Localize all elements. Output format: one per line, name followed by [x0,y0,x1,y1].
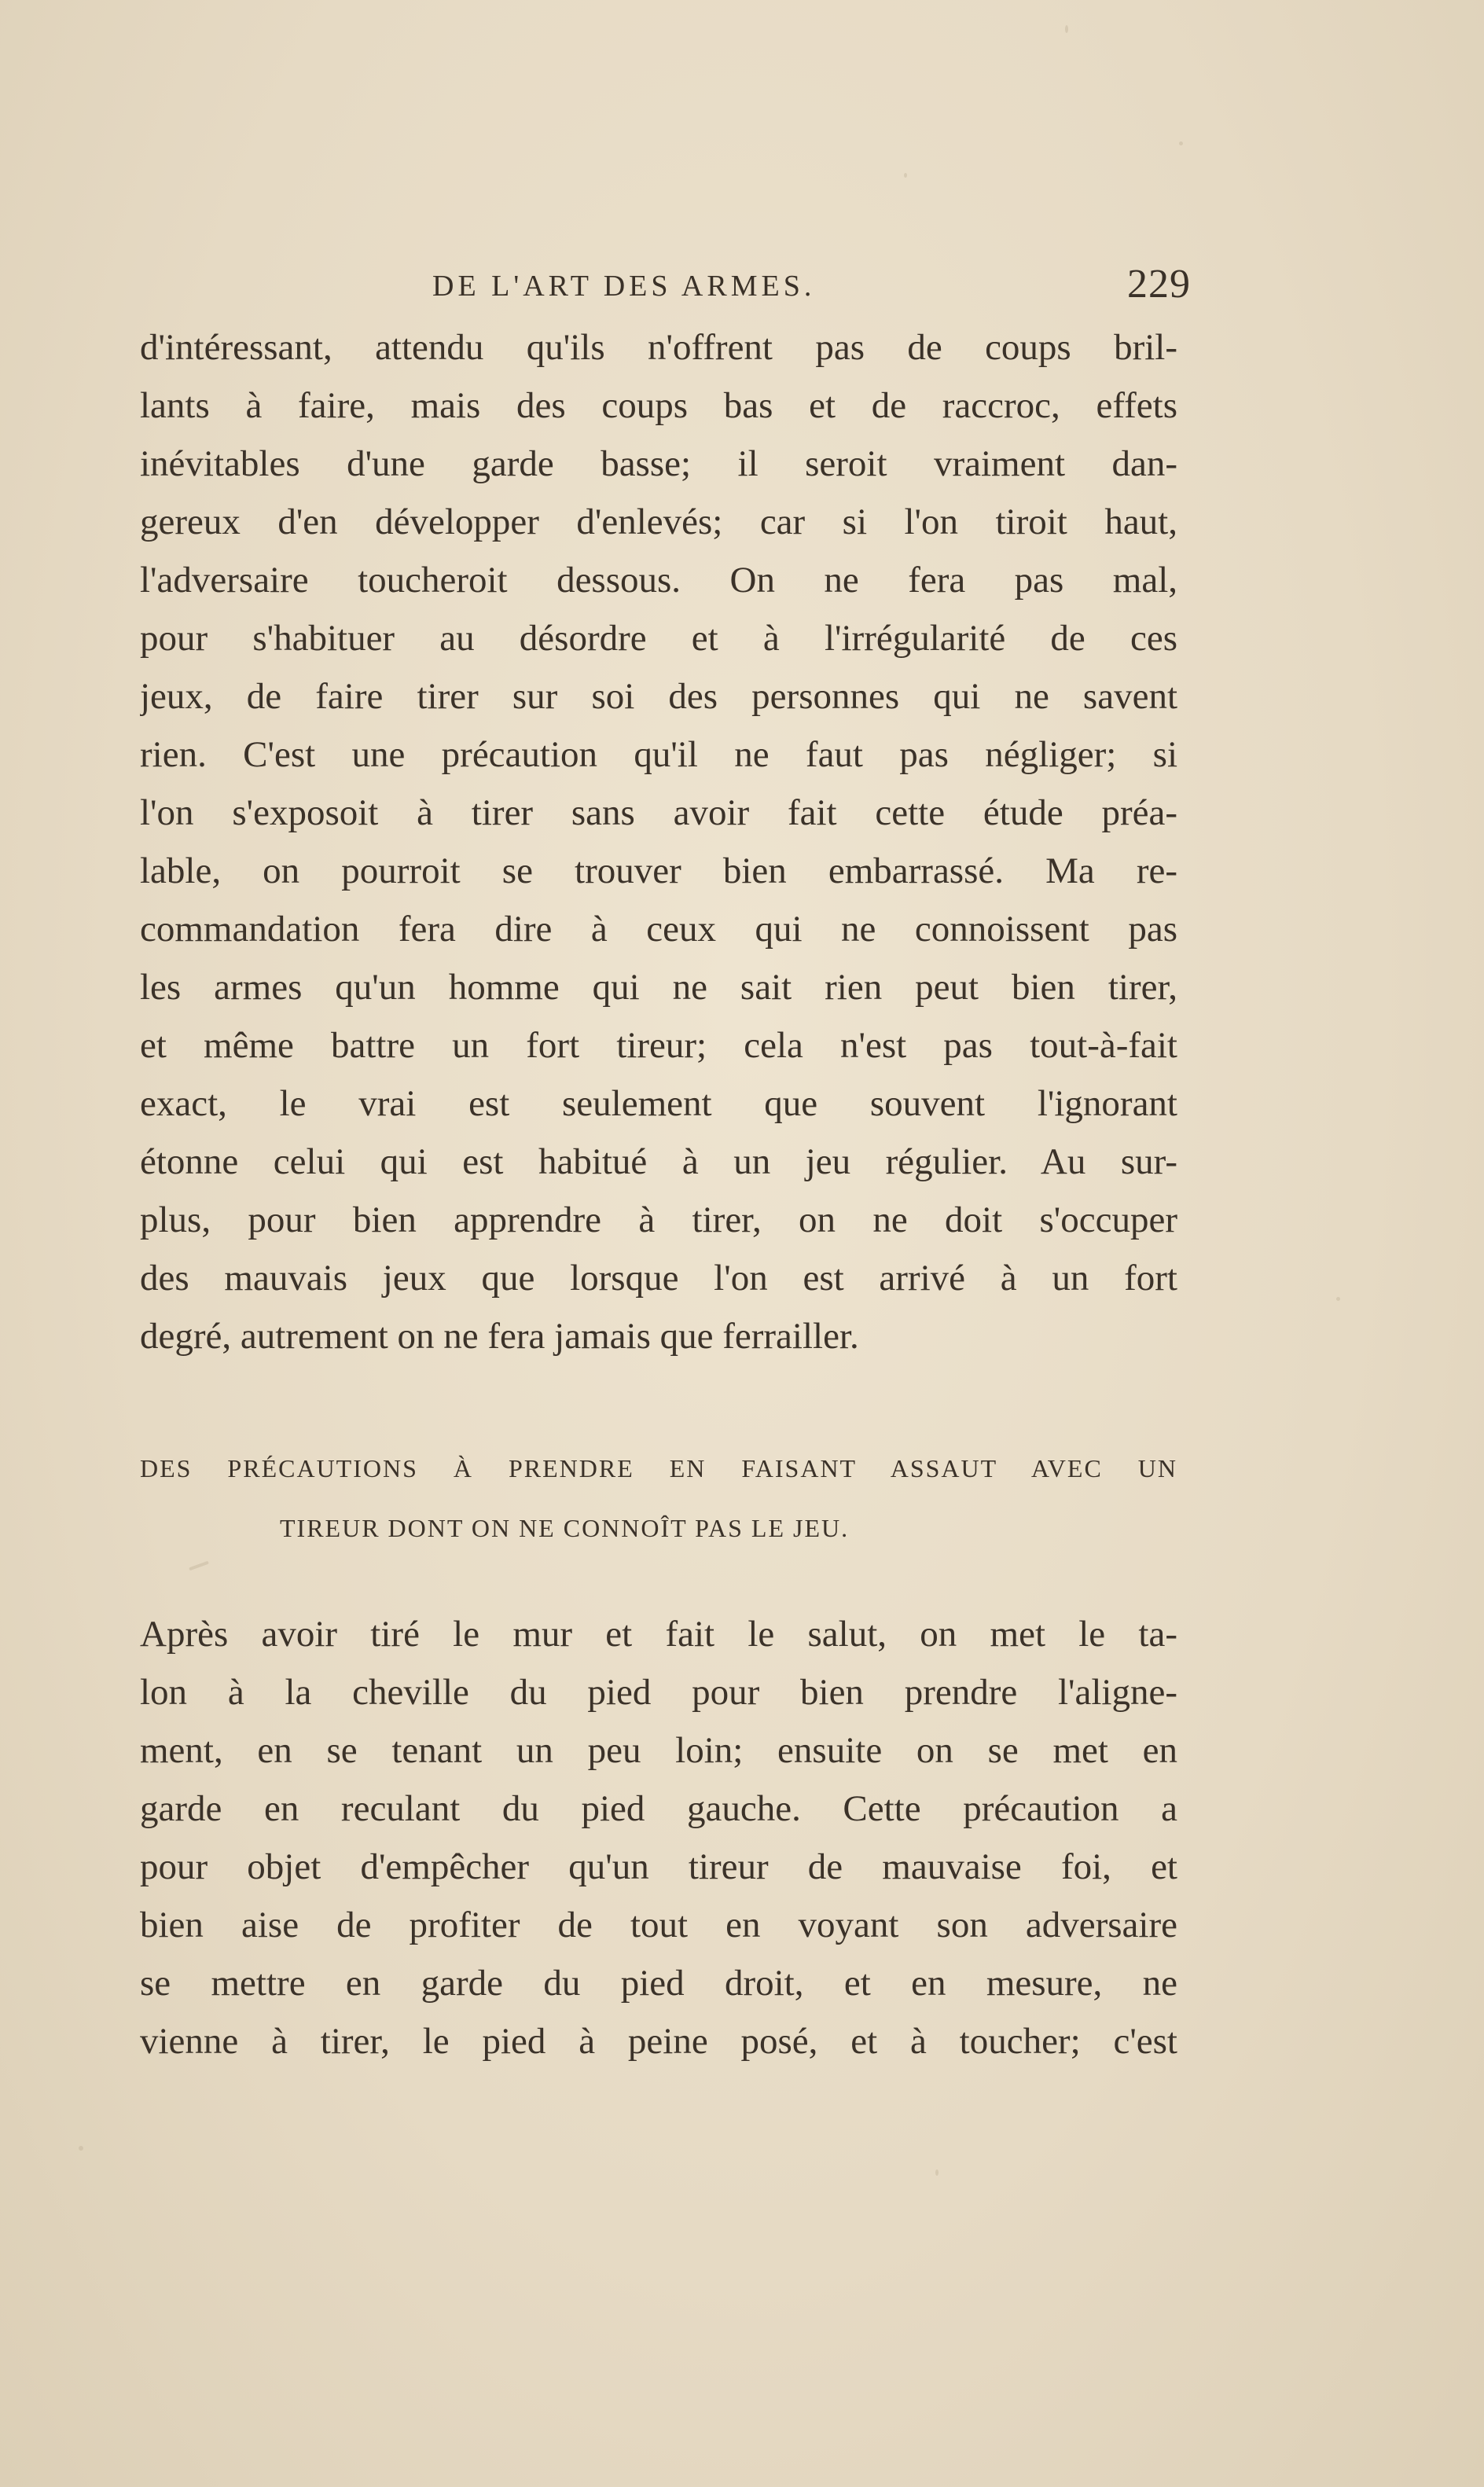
text-line: se mettre en garde du pied droit, et en mesure, ne [140,1963,1177,2004]
text-line: étonne celui qui est habitué à un jeu régulier. Au sur- [140,1141,1177,1182]
text-line: les armes qu'un homme qui ne sait rien peut bien tirer, [140,967,1177,1008]
paper-speck [1179,141,1183,145]
text-line: l'adversaire toucheroit dessous. On ne fera pas mal, [140,560,1177,601]
text-line: vienne à tirer, le pied à peine posé, et à toucher; c'est [140,2021,1177,2062]
text-line: lants à faire, mais des coups bas et de raccroc, effets [140,385,1177,426]
heading-line: DES PRÉCAUTIONS À PRENDRE EN FAISANT ASSAUT AVEC UN [140,1454,1177,1482]
text-line: inévitables d'une garde basse; il seroit vraiment dan- [140,443,1177,484]
paragraph-2 [140,1605,1177,2070]
text-line: gereux d'en développer d'enlevés; car si l'on tiroit haut, [140,501,1177,542]
page-number: 229 [1127,262,1191,307]
section-heading [140,1438,1177,1558]
text-line: lon à la cheville du pied pour bien prendre l'aligne- [140,1672,1177,1713]
text-line: degré, autrement on ne fera jamais que ferrailler. [140,1316,859,1357]
paper-speck [1336,1297,1340,1301]
text-line: bien aise de profiter de tout en voyant son adversaire [140,1905,1177,1945]
text-line: jeux, de faire tirer sur soi des personnes qui ne savent [140,676,1177,717]
text-line: Après avoir tiré le mur et fait le salut, on met le ta- [140,1614,1177,1655]
heading-line: TIREUR DONT ON NE CONNOÎT PAS LE JEU. [280,1514,850,1542]
text-line: des mauvais jeux que lorsque l'on est arrivé à un fort [140,1258,1177,1299]
text-line: pour s'habituer au désordre et à l'irrégularité de ces [140,618,1177,659]
text-line: commandation fera dire à ceux qui ne connoissent pas [140,909,1177,950]
text-line: l'on s'exposoit à tirer sans avoir fait cette étude préa- [140,792,1177,833]
page-header [417,261,1191,316]
text-line: garde en reculant du pied gauche. Cette précaution a [140,1788,1177,1829]
text-line: plus, pour bien apprendre à tirer, on ne doit s'occuper [140,1199,1177,1240]
text-line: lable, on pourroit se trouver bien embarrassé. Ma re- [140,850,1177,891]
running-title: DE L'ART DES ARMES. [432,270,816,303]
text-line: exact, le vrai est seulement que souvent l'ignorant [140,1083,1177,1124]
paper-speck [189,1561,209,1571]
paper-speck [79,2146,83,2151]
text-line: ment, en se tenant un peu loin; ensuite on se met en [140,1730,1177,1771]
paper-speck [935,2169,939,2176]
text-line: rien. C'est une précaution qu'il ne faut pas négliger; si [140,734,1177,775]
paper-speck [1065,25,1068,33]
text-line: et même battre un fort tireur; cela n'est pas tout-à-fait [140,1025,1177,1066]
paragraph-1 [140,318,1177,1365]
paper-speck [904,173,907,178]
text-line: pour objet d'empêcher qu'un tireur de mauvaise foi, et [140,1846,1177,1887]
text-line: d'intéressant, attendu qu'ils n'offrent pas de coups bril- [140,327,1177,368]
